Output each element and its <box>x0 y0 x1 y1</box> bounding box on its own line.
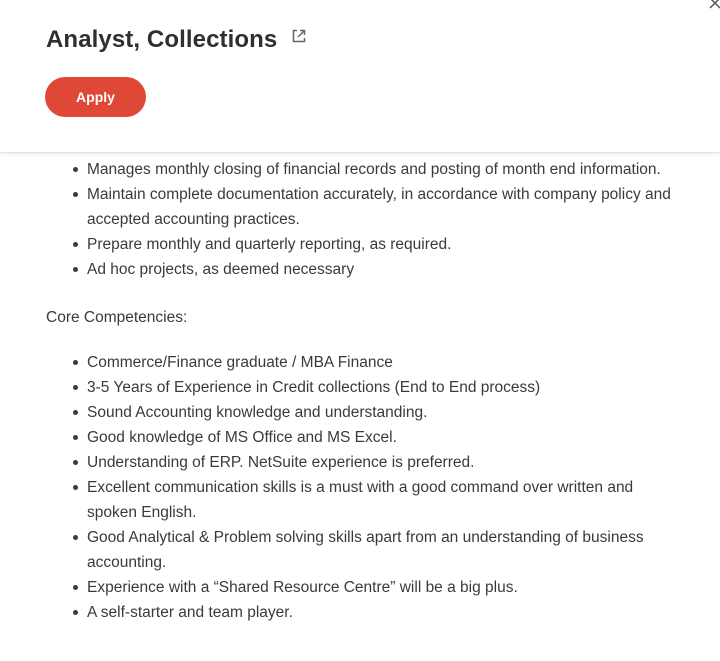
list-item: Maintain complete documentation accurately, in accordance with company policy and accepted accounting practices. <box>87 182 680 232</box>
section-heading: Core Competencies: <box>46 309 188 326</box>
list-item: Sound Accounting knowledge and understanding. <box>87 400 680 425</box>
list-item: Ad hoc projects, as deemed necessary <box>87 257 680 282</box>
list-item: Experience with a “Shared Resource Centre” will be a big plus. <box>87 575 680 600</box>
list-item: A self-starter and team player. <box>87 600 680 625</box>
list-item: Excellent communication skills is a must with a good command over written and spoken English. <box>87 475 680 525</box>
close-icon[interactable] <box>708 0 720 10</box>
title-row <box>46 26 307 54</box>
external-link-icon[interactable] <box>291 28 307 44</box>
apply-button[interactable]: Apply <box>45 77 146 117</box>
job-header <box>0 0 720 153</box>
list-item: Good Analytical & Problem solving skills apart from an understanding of business accounting. <box>87 525 680 575</box>
competencies-list <box>0 350 720 625</box>
list-item: Prepare monthly and quarterly reporting, as required. <box>87 232 680 257</box>
list-item: Commerce/Finance graduate / MBA Finance <box>87 350 680 375</box>
list-item: Good knowledge of MS Office and MS Excel. <box>87 425 680 450</box>
job-title: Analyst, Collections <box>46 26 278 53</box>
responsibilities-list <box>0 132 720 282</box>
list-item: Understanding of ERP. NetSuite experience is preferred. <box>87 450 680 475</box>
list-item: 3-5 Years of Experience in Credit collections (End to End process) <box>87 375 680 400</box>
job-description <box>0 132 720 625</box>
list-item: Manages monthly closing of financial records and posting of month end information. <box>87 157 680 182</box>
